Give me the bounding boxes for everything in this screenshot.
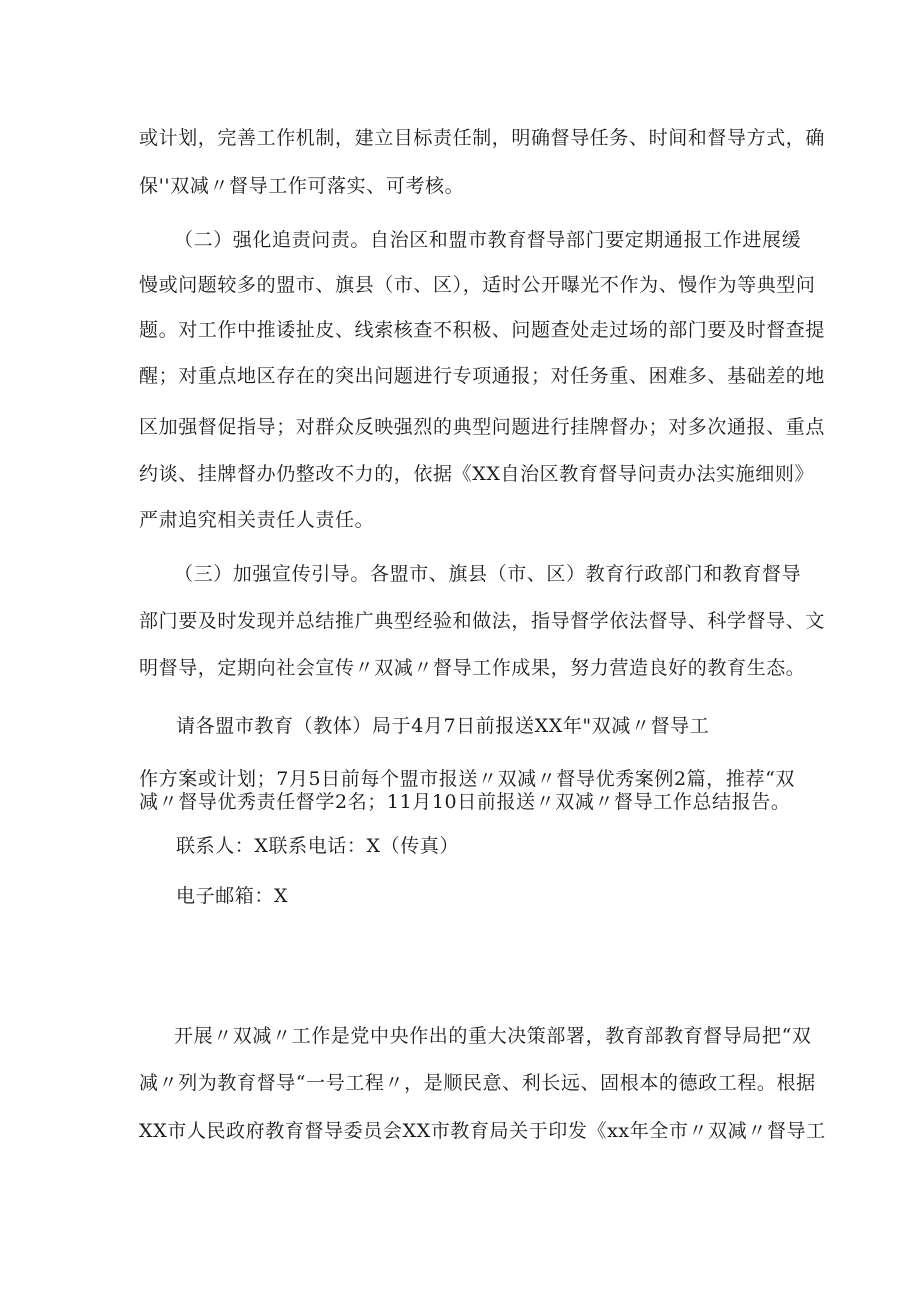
contact-line: 联系人：X联系电话：X（传真） <box>176 835 460 857</box>
text-line: 严肃追究相关责任人责任。 <box>139 509 375 531</box>
text-line: 保''双减〃督导工作可落实、可考核。 <box>139 175 465 197</box>
text-line: 慢或问题较多的盟市、旗县（市、区），适时公开曝光不作为、慢作为等典型问 <box>139 274 816 296</box>
email-line: 电子邮箱：X <box>176 885 289 907</box>
text-line: 区加强督促指导；对群众反映强烈的典型问题进行挂牌督办；对多次通报、重点 <box>139 416 826 438</box>
text-line: 作方案或计划；7月5日前每个盟市报送〃双减〃督导优秀案例2篇，推荐“双 <box>139 768 795 790</box>
text-line: （二）强化追责问责。自治区和盟市教育督导部门要定期通报工作进展缓 <box>174 229 802 251</box>
text-line: 醒；对重点地区存在的突出问题进行专项通报；对任务重、困难多、基础差的地 <box>139 365 826 387</box>
text-line: 明督导，定期向社会宣传〃双减〃督导工作成果，努力营造良好的教育生态。 <box>139 657 806 679</box>
text-line: 或计划，完善工作机制，建立目标责任制，明确督导任务、时间和督导方式，确 <box>139 127 826 149</box>
text-line: 题。对工作中推诿扯皮、线索核查不积极、问题查处走过场的部门要及时督查提 <box>139 319 826 341</box>
text-line: （三）加强宣传引导。各盟市、旗县（市、区）教育行政部门和教育督导 <box>174 563 802 585</box>
text-line: 减〃列为教育督导“一号工程〃，是顺民意、利长远、固根本的德政工程。根据 <box>139 1072 816 1094</box>
text-line: 请各盟市教育（教体）局于4月7日前报送XX年"双减〃督导工 <box>176 715 710 737</box>
text-line: 部门要及时发现并总结推广典型经验和做法，指导督学依法督导、科学督导、文 <box>139 610 826 632</box>
text-line: 减〃督导优秀责任督学2名；11月10日前报送〃双减〃督导工作总结报告。 <box>139 791 791 813</box>
text-line: XX市人民政府教育督导委员会XX市教育局关于印发《xx年全市〃双减〃督导工 <box>139 1120 826 1142</box>
text-line: 开展〃双减〃工作是党中央作出的重大决策部署，教育部教育督导局把“双 <box>174 1025 812 1047</box>
text-line: 约谈、挂牌督办仍整改不力的，依据《XX自治区教育督导问责办法实施细则》 <box>139 463 815 485</box>
